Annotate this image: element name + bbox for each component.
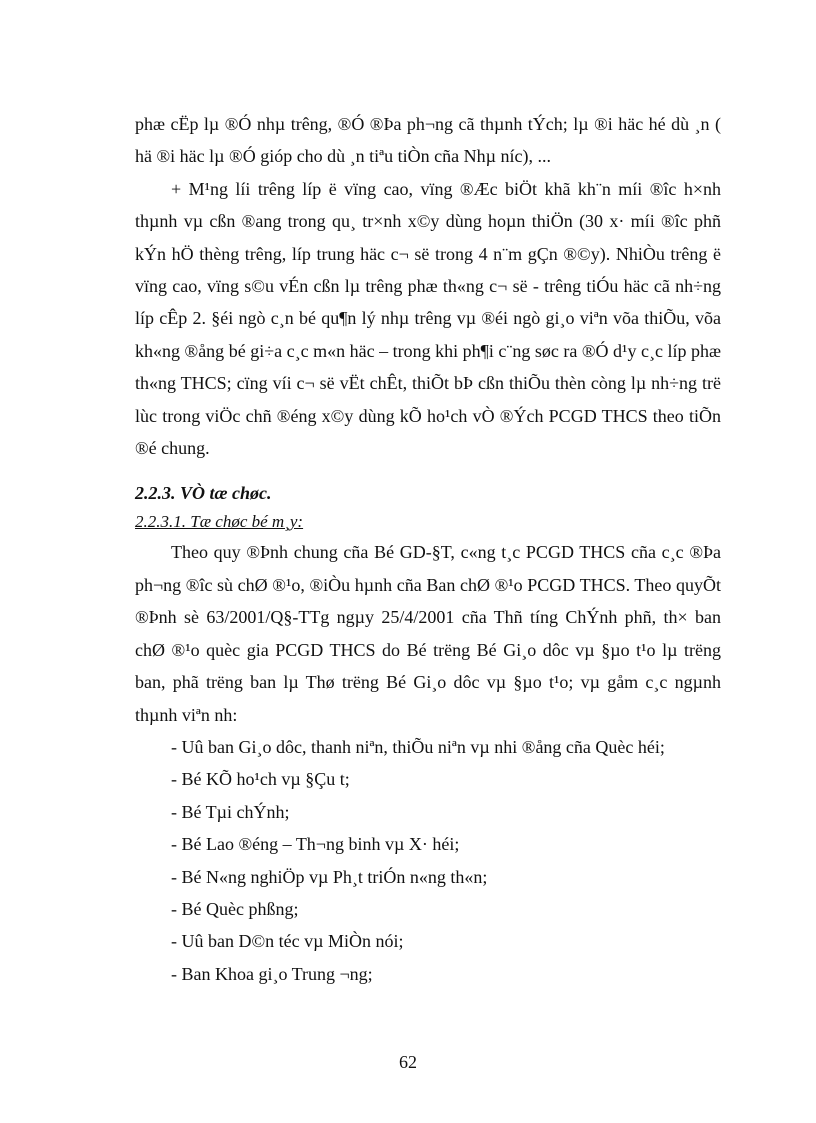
paragraph-continuation: phæ cËp lµ ®Ó nhµ trêng, ®Ó ®Þa ph¬ng cã thµnh tÝch; lµ ®i häc hé dù ¸n ( hä ®i häc lµ ®Ó gióp cho dù ¸n tiªu tiÒn cña Nhµ níc), ... xyxy=(135,114,721,167)
list-item: - Uû ban D©n téc vµ MiÒn nói; xyxy=(171,931,404,952)
paragraph-school-network: + M¹ng líi trêng líp ë vïng cao, vïng ®Æc biÖt khã kh¨n míi ®îc h×nh thµnh vµ cßn ®ang trong qu¸ tr×nh x©y dùng hoµn thiÖn (30 x· míi ®îc phñ kÝn hÖ thèng trêng, líp trung häc c¬ së trong 4 n¨m gÇn ®©y). NhiÒu trêng ë vïng cao, vïng s©u vÉn cßn lµ trêng phæ th«ng c¬ së - trêng tiÓu häc cã nh÷ng líp cÊp 2. §éi ngò c¸n bé qu¶n lý nhµ trêng vµ ®éi ngò gi¸o viªn võa thiÕu, võa kh«ng ®ång bé gi÷a c¸c m«n häc – trong khi ph¶i c¨ng søc ra ®Ó d¹y c¸c líp phæ th«ng THCS; cïng víi c¬ së vËt chÊt, thiÕt bÞ cßn thiÕu thèn còng lµ nh÷ng trë lùc trong viÖc chñ ®éng x©y dùng kÕ ho¹ch vÒ ®Ých PCGD THCS theo tiÕn ®é chung. xyxy=(135,178,721,459)
list-item: - Bé Quèc phßng; xyxy=(171,898,299,919)
page-number: 62 xyxy=(399,1052,417,1072)
paragraph-organization: Theo quy ®Þnh chung cña Bé GD-§T, c«ng t¸c PCGD THCS cña c¸c ®Þa ph¬ng ®îc sù chØ ®¹o, ®iÒu hµnh cña Ban chØ ®¹o PCGD THCS. Theo quyÕt ®Þnh sè 63/2001/Q§-TTg ngµy 25/4/2001 cña Thñ tíng ChÝnh phñ, th× ban chØ ®¹o quèc gia PCGD THCS do Bé trëng Bé Gi¸o dôc vµ §µo t¹o lµ trëng ban, phã trëng ban lµ Thø trëng Bé Gi¸o dôc vµ §µo t¹o; vµ gåm c¸c ngµnh thµnh viªn nh: xyxy=(135,542,721,725)
member-list xyxy=(135,731,721,990)
section-heading: 2.2.3. VÒ tæ chøc. xyxy=(135,483,272,504)
list-item: - Bé Lao ®éng – Th¬ng binh vµ X· héi; xyxy=(171,834,460,855)
list-item: - Bé KÕ ho¹ch vµ §Çu t; xyxy=(171,769,350,790)
list-item: - Ban Khoa gi¸o Trung ¬ng; xyxy=(171,963,373,984)
list-item: - Bé Tµi chÝnh; xyxy=(171,801,290,822)
document-page xyxy=(135,108,721,990)
subsection-heading: 2.2.3.1. Tæ chøc bé m¸y: xyxy=(135,512,304,532)
list-item: - Uû ban Gi¸o dôc, thanh niªn, thiÕu niªn vµ nhi ®ång cña Quèc héi; xyxy=(171,736,665,757)
list-item: - Bé N«ng nghiÖp vµ Ph¸t triÓn n«ng th«n; xyxy=(171,866,488,887)
